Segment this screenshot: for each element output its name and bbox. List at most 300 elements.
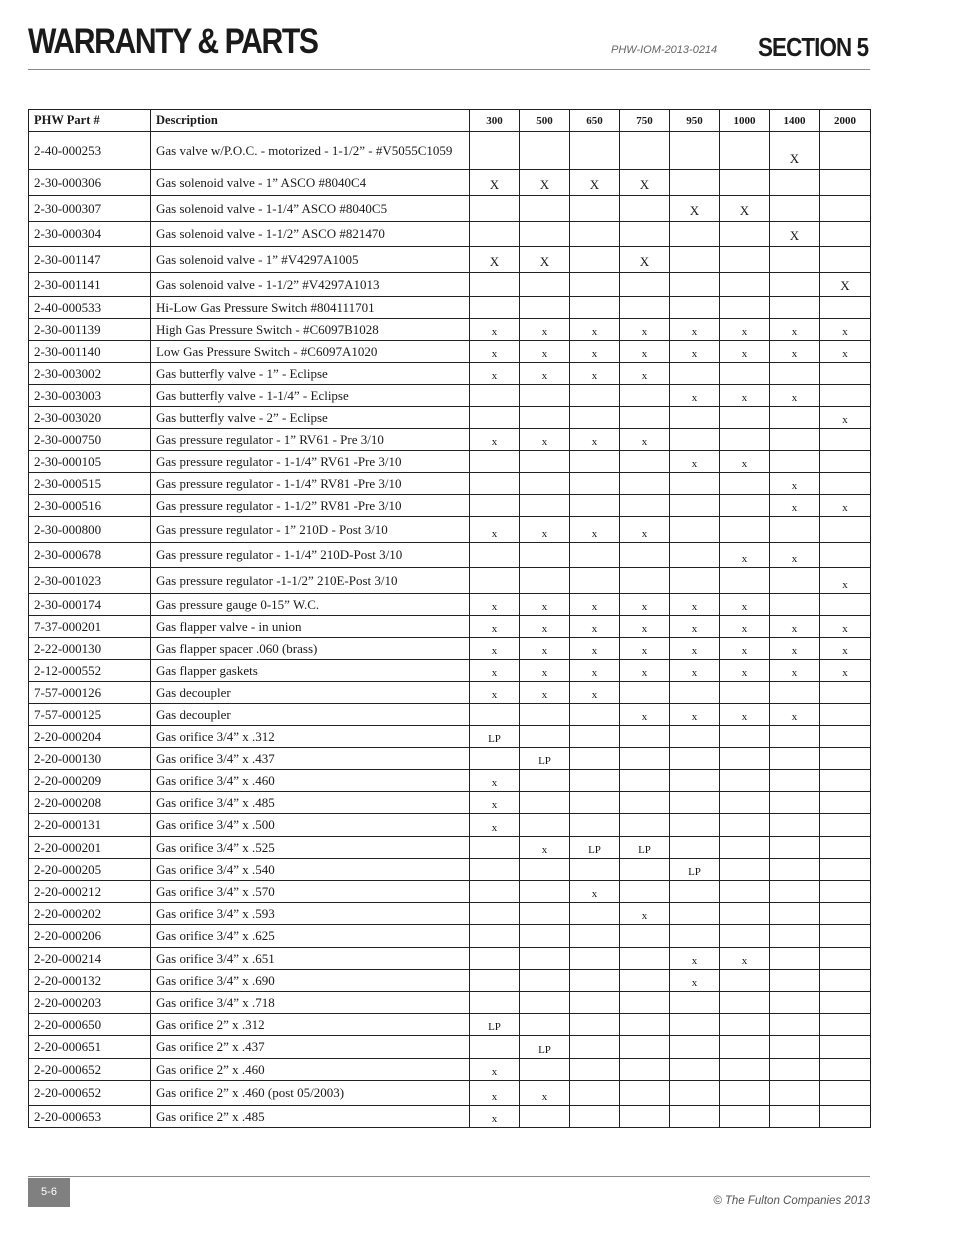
description-cell: Gas orifice 3/4” x .312 bbox=[151, 726, 470, 748]
description-cell: Gas orifice 2” x .312 bbox=[151, 1014, 470, 1036]
part-number-cell: 2-20-000652 bbox=[29, 1059, 151, 1081]
table-row bbox=[29, 170, 871, 196]
model-mark-cell: X bbox=[570, 170, 620, 196]
part-number-cell: 2-30-000515 bbox=[29, 473, 151, 495]
model-mark-cell bbox=[620, 859, 670, 881]
table-row bbox=[29, 682, 871, 704]
model-mark-cell bbox=[720, 273, 770, 297]
model-mark-cell bbox=[620, 925, 670, 948]
page-title: WARRANTY & PARTS bbox=[28, 22, 318, 61]
model-mark-cell bbox=[570, 495, 620, 517]
model-mark-cell bbox=[820, 363, 871, 385]
table-row bbox=[29, 726, 871, 748]
model-mark-cell: x bbox=[520, 682, 570, 704]
table-row bbox=[29, 247, 871, 273]
description-cell: Gas pressure regulator - 1-1/4” RV81 -Pre 3/10 bbox=[151, 473, 470, 495]
model-mark-cell: x bbox=[470, 429, 520, 451]
model-mark-cell bbox=[720, 247, 770, 273]
table-row bbox=[29, 704, 871, 726]
model-mark-cell bbox=[520, 1014, 570, 1036]
description-cell: Gas decoupler bbox=[151, 682, 470, 704]
section-label: SECTION 5 bbox=[757, 32, 868, 62]
model-mark-cell bbox=[820, 170, 871, 196]
model-mark-cell bbox=[520, 1106, 570, 1128]
part-number-cell: 2-20-000202 bbox=[29, 903, 151, 925]
model-mark-cell bbox=[520, 881, 570, 903]
table-row bbox=[29, 473, 871, 495]
model-mark-cell bbox=[470, 948, 520, 970]
model-mark-cell bbox=[670, 543, 720, 568]
model-mark-cell bbox=[720, 925, 770, 948]
model-mark-cell bbox=[820, 881, 871, 903]
model-mark-cell bbox=[720, 1081, 770, 1106]
model-mark-cell bbox=[470, 903, 520, 925]
model-mark-cell: x bbox=[820, 638, 871, 660]
model-mark-cell: X bbox=[620, 247, 670, 273]
model-mark-cell bbox=[520, 297, 570, 319]
model-mark-cell: x bbox=[620, 638, 670, 660]
model-mark-cell bbox=[720, 992, 770, 1014]
model-mark-cell: x bbox=[520, 429, 570, 451]
model-mark-cell: x bbox=[670, 319, 720, 341]
model-mark-cell bbox=[820, 594, 871, 616]
model-mark-cell bbox=[570, 407, 620, 429]
model-mark-cell bbox=[570, 948, 620, 970]
model-mark-cell: x bbox=[670, 948, 720, 970]
description-cell: Hi-Low Gas Pressure Switch #804111701 bbox=[151, 297, 470, 319]
model-mark-cell: x bbox=[720, 616, 770, 638]
column-header-model: 950 bbox=[670, 110, 720, 132]
table-row bbox=[29, 132, 871, 170]
model-mark-cell: x bbox=[720, 319, 770, 341]
table-row bbox=[29, 341, 871, 363]
table-row bbox=[29, 385, 871, 407]
part-number-cell: 2-30-000307 bbox=[29, 196, 151, 222]
model-mark-cell: x bbox=[720, 704, 770, 726]
model-mark-cell: x bbox=[770, 543, 820, 568]
model-mark-cell bbox=[670, 1106, 720, 1128]
model-mark-cell bbox=[670, 992, 720, 1014]
model-mark-cell bbox=[770, 273, 820, 297]
model-mark-cell bbox=[770, 196, 820, 222]
model-mark-cell bbox=[720, 517, 770, 543]
column-header-model: 1400 bbox=[770, 110, 820, 132]
model-mark-cell bbox=[620, 1059, 670, 1081]
model-mark-cell: x bbox=[720, 660, 770, 682]
model-mark-cell: LP bbox=[670, 859, 720, 881]
model-mark-cell bbox=[520, 273, 570, 297]
table-row bbox=[29, 814, 871, 837]
table-row bbox=[29, 948, 871, 970]
part-number-cell: 2-20-000131 bbox=[29, 814, 151, 837]
model-mark-cell bbox=[820, 132, 871, 170]
model-mark-cell: X bbox=[670, 196, 720, 222]
model-mark-cell bbox=[570, 132, 620, 170]
model-mark-cell: X bbox=[720, 196, 770, 222]
part-number-cell: 2-30-001023 bbox=[29, 568, 151, 594]
model-mark-cell bbox=[770, 837, 820, 859]
column-header-model: 300 bbox=[470, 110, 520, 132]
model-mark-cell: x bbox=[820, 660, 871, 682]
model-mark-cell bbox=[570, 543, 620, 568]
model-mark-cell bbox=[620, 222, 670, 247]
column-header-part: PHW Part # bbox=[29, 110, 151, 132]
part-number-cell: 2-40-000533 bbox=[29, 297, 151, 319]
model-mark-cell bbox=[520, 196, 570, 222]
model-mark-cell: x bbox=[620, 517, 670, 543]
description-cell: Gas solenoid valve - 1-1/2” ASCO #821470 bbox=[151, 222, 470, 247]
part-number-cell: 2-20-000132 bbox=[29, 970, 151, 992]
model-mark-cell bbox=[820, 297, 871, 319]
model-mark-cell: x bbox=[670, 385, 720, 407]
model-mark-cell: x bbox=[720, 594, 770, 616]
model-mark-cell bbox=[720, 970, 770, 992]
model-mark-cell bbox=[570, 1014, 620, 1036]
model-mark-cell: x bbox=[770, 495, 820, 517]
model-mark-cell: x bbox=[820, 319, 871, 341]
model-mark-cell bbox=[520, 992, 570, 1014]
description-cell: Gas orifice 3/4” x .525 bbox=[151, 837, 470, 859]
model-mark-cell: LP bbox=[620, 837, 670, 859]
model-mark-cell: x bbox=[520, 660, 570, 682]
model-mark-cell bbox=[720, 407, 770, 429]
model-mark-cell bbox=[620, 881, 670, 903]
model-mark-cell bbox=[520, 770, 570, 792]
model-mark-cell bbox=[720, 1059, 770, 1081]
model-mark-cell bbox=[470, 297, 520, 319]
part-number-cell: 2-20-000650 bbox=[29, 1014, 151, 1036]
model-mark-cell: X bbox=[820, 273, 871, 297]
description-cell: Gas flapper spacer .060 (brass) bbox=[151, 638, 470, 660]
part-number-cell: 2-30-000105 bbox=[29, 451, 151, 473]
model-mark-cell bbox=[820, 473, 871, 495]
description-cell: High Gas Pressure Switch - #C6097B1028 bbox=[151, 319, 470, 341]
model-mark-cell bbox=[620, 970, 670, 992]
model-mark-cell bbox=[670, 748, 720, 770]
model-mark-cell: x bbox=[570, 319, 620, 341]
parts-table bbox=[28, 109, 871, 1128]
column-header-model: 1000 bbox=[720, 110, 770, 132]
model-mark-cell bbox=[720, 473, 770, 495]
model-mark-cell bbox=[770, 748, 820, 770]
model-mark-cell bbox=[770, 859, 820, 881]
model-mark-cell bbox=[620, 273, 670, 297]
model-mark-cell bbox=[620, 543, 670, 568]
model-mark-cell bbox=[570, 903, 620, 925]
model-mark-cell: x bbox=[720, 385, 770, 407]
model-mark-cell bbox=[720, 814, 770, 837]
model-mark-cell bbox=[670, 1059, 720, 1081]
model-mark-cell bbox=[770, 1106, 820, 1128]
description-cell: Gas orifice 2” x .485 bbox=[151, 1106, 470, 1128]
model-mark-cell bbox=[670, 132, 720, 170]
page-number: 5-6 bbox=[28, 1178, 70, 1207]
table-row bbox=[29, 319, 871, 341]
model-mark-cell bbox=[670, 881, 720, 903]
model-mark-cell bbox=[720, 568, 770, 594]
model-mark-cell: x bbox=[720, 341, 770, 363]
model-mark-cell bbox=[620, 682, 670, 704]
table-row bbox=[29, 594, 871, 616]
model-mark-cell bbox=[570, 451, 620, 473]
model-mark-cell bbox=[670, 1081, 720, 1106]
part-number-cell: 2-20-000212 bbox=[29, 881, 151, 903]
model-mark-cell: x bbox=[770, 660, 820, 682]
model-mark-cell: X bbox=[770, 132, 820, 170]
model-mark-cell bbox=[770, 429, 820, 451]
model-mark-cell bbox=[620, 1014, 670, 1036]
model-mark-cell bbox=[820, 770, 871, 792]
model-mark-cell: x bbox=[620, 704, 670, 726]
table-row bbox=[29, 616, 871, 638]
header-divider bbox=[28, 69, 870, 70]
model-mark-cell bbox=[520, 704, 570, 726]
description-cell: Gas orifice 3/4” x .500 bbox=[151, 814, 470, 837]
model-mark-cell bbox=[470, 543, 520, 568]
model-mark-cell bbox=[470, 451, 520, 473]
model-mark-cell: X bbox=[520, 170, 570, 196]
model-mark-cell bbox=[820, 1106, 871, 1128]
model-mark-cell bbox=[470, 568, 520, 594]
model-mark-cell: x bbox=[670, 638, 720, 660]
model-mark-cell bbox=[770, 726, 820, 748]
model-mark-cell bbox=[670, 682, 720, 704]
model-mark-cell bbox=[520, 903, 570, 925]
model-mark-cell bbox=[570, 792, 620, 814]
part-number-cell: 2-20-000201 bbox=[29, 837, 151, 859]
model-mark-cell: x bbox=[520, 638, 570, 660]
part-number-cell: 7-37-000201 bbox=[29, 616, 151, 638]
model-mark-cell: x bbox=[470, 660, 520, 682]
model-mark-cell: x bbox=[470, 1081, 520, 1106]
table-row bbox=[29, 837, 871, 859]
model-mark-cell: x bbox=[620, 319, 670, 341]
model-mark-cell bbox=[720, 132, 770, 170]
model-mark-cell bbox=[770, 247, 820, 273]
model-mark-cell bbox=[570, 196, 620, 222]
model-mark-cell bbox=[570, 992, 620, 1014]
model-mark-cell bbox=[820, 992, 871, 1014]
model-mark-cell bbox=[670, 568, 720, 594]
column-header-model: 500 bbox=[520, 110, 570, 132]
model-mark-cell: x bbox=[620, 616, 670, 638]
model-mark-cell bbox=[520, 814, 570, 837]
model-mark-cell: x bbox=[620, 363, 670, 385]
part-number-cell: 2-22-000130 bbox=[29, 638, 151, 660]
model-mark-cell bbox=[720, 429, 770, 451]
model-mark-cell bbox=[720, 222, 770, 247]
description-cell: Gas solenoid valve - 1” ASCO #8040C4 bbox=[151, 170, 470, 196]
model-mark-cell bbox=[720, 881, 770, 903]
part-number-cell: 2-20-000652 bbox=[29, 1081, 151, 1106]
model-mark-cell bbox=[620, 495, 670, 517]
part-number-cell: 2-30-000306 bbox=[29, 170, 151, 196]
model-mark-cell: x bbox=[470, 638, 520, 660]
description-cell: Gas pressure gauge 0-15” W.C. bbox=[151, 594, 470, 616]
model-mark-cell bbox=[820, 247, 871, 273]
model-mark-cell bbox=[820, 196, 871, 222]
model-mark-cell bbox=[820, 726, 871, 748]
table-row bbox=[29, 859, 871, 881]
description-cell: Gas orifice 3/4” x .570 bbox=[151, 881, 470, 903]
model-mark-cell: x bbox=[470, 682, 520, 704]
model-mark-cell: x bbox=[620, 594, 670, 616]
model-mark-cell bbox=[570, 704, 620, 726]
table-row bbox=[29, 407, 871, 429]
model-mark-cell bbox=[670, 770, 720, 792]
model-mark-cell: LP bbox=[570, 837, 620, 859]
model-mark-cell bbox=[470, 222, 520, 247]
model-mark-cell bbox=[670, 837, 720, 859]
model-mark-cell bbox=[770, 881, 820, 903]
model-mark-cell bbox=[520, 792, 570, 814]
model-mark-cell: x bbox=[570, 660, 620, 682]
description-cell: Gas pressure regulator - 1” RV61 - Pre 3/10 bbox=[151, 429, 470, 451]
model-mark-cell bbox=[620, 451, 670, 473]
part-number-cell: 2-12-000552 bbox=[29, 660, 151, 682]
model-mark-cell bbox=[620, 385, 670, 407]
document-id: PHW-IOM-2013-0214 bbox=[611, 44, 718, 56]
model-mark-cell bbox=[770, 970, 820, 992]
model-mark-cell bbox=[820, 970, 871, 992]
model-mark-cell: x bbox=[720, 543, 770, 568]
description-cell: Gas decoupler bbox=[151, 704, 470, 726]
table-row bbox=[29, 903, 871, 925]
model-mark-cell: x bbox=[670, 341, 720, 363]
model-mark-cell: x bbox=[670, 616, 720, 638]
model-mark-cell bbox=[720, 170, 770, 196]
model-mark-cell bbox=[620, 948, 670, 970]
part-number-cell: 2-20-000653 bbox=[29, 1106, 151, 1128]
model-mark-cell bbox=[770, 568, 820, 594]
table-row bbox=[29, 748, 871, 770]
model-mark-cell bbox=[720, 837, 770, 859]
table-row bbox=[29, 517, 871, 543]
model-mark-cell bbox=[470, 704, 520, 726]
model-mark-cell bbox=[770, 517, 820, 543]
model-mark-cell bbox=[820, 903, 871, 925]
model-mark-cell bbox=[470, 385, 520, 407]
column-header-description: Description bbox=[151, 110, 470, 132]
model-mark-cell bbox=[620, 473, 670, 495]
model-mark-cell bbox=[770, 594, 820, 616]
table-row bbox=[29, 196, 871, 222]
description-cell: Gas pressure regulator - 1-1/4” 210D-Post 3/10 bbox=[151, 543, 470, 568]
model-mark-cell: x bbox=[770, 638, 820, 660]
model-mark-cell: x bbox=[720, 948, 770, 970]
model-mark-cell: x bbox=[570, 881, 620, 903]
model-mark-cell: x bbox=[670, 451, 720, 473]
table-row bbox=[29, 770, 871, 792]
model-mark-cell: x bbox=[770, 616, 820, 638]
table-row bbox=[29, 222, 871, 247]
part-number-cell: 2-20-000204 bbox=[29, 726, 151, 748]
model-mark-cell bbox=[770, 770, 820, 792]
model-mark-cell bbox=[570, 1081, 620, 1106]
model-mark-cell: x bbox=[570, 638, 620, 660]
part-number-cell: 2-20-000206 bbox=[29, 925, 151, 948]
model-mark-cell bbox=[620, 748, 670, 770]
model-mark-cell: x bbox=[520, 594, 570, 616]
description-cell: Gas flapper valve - in union bbox=[151, 616, 470, 638]
table-row bbox=[29, 1014, 871, 1036]
model-mark-cell bbox=[820, 859, 871, 881]
model-mark-cell bbox=[670, 517, 720, 543]
model-mark-cell: X bbox=[470, 247, 520, 273]
model-mark-cell bbox=[820, 1014, 871, 1036]
model-mark-cell bbox=[570, 859, 620, 881]
model-mark-cell: LP bbox=[520, 1036, 570, 1059]
model-mark-cell bbox=[620, 1106, 670, 1128]
model-mark-cell: X bbox=[520, 247, 570, 273]
model-mark-cell bbox=[570, 1059, 620, 1081]
model-mark-cell bbox=[670, 903, 720, 925]
model-mark-cell bbox=[520, 543, 570, 568]
model-mark-cell bbox=[470, 881, 520, 903]
model-mark-cell bbox=[620, 568, 670, 594]
model-mark-cell bbox=[820, 704, 871, 726]
model-mark-cell bbox=[520, 1059, 570, 1081]
part-number-cell: 2-30-000516 bbox=[29, 495, 151, 517]
part-number-cell: 2-30-001147 bbox=[29, 247, 151, 273]
model-mark-cell bbox=[820, 792, 871, 814]
description-cell: Gas pressure regulator - 1-1/4” RV61 -Pre 3/10 bbox=[151, 451, 470, 473]
model-mark-cell: x bbox=[520, 319, 570, 341]
model-mark-cell bbox=[620, 1036, 670, 1059]
model-mark-cell bbox=[820, 682, 871, 704]
description-cell: Gas flapper gaskets bbox=[151, 660, 470, 682]
model-mark-cell: x bbox=[820, 616, 871, 638]
model-mark-cell bbox=[570, 770, 620, 792]
part-number-cell: 2-20-000209 bbox=[29, 770, 151, 792]
model-mark-cell: x bbox=[470, 1059, 520, 1081]
model-mark-cell: LP bbox=[470, 726, 520, 748]
model-mark-cell: X bbox=[470, 170, 520, 196]
model-mark-cell: x bbox=[570, 363, 620, 385]
model-mark-cell bbox=[670, 407, 720, 429]
description-cell: Gas orifice 3/4” x .460 bbox=[151, 770, 470, 792]
model-mark-cell bbox=[820, 948, 871, 970]
model-mark-cell bbox=[620, 814, 670, 837]
model-mark-cell bbox=[570, 925, 620, 948]
model-mark-cell: LP bbox=[520, 748, 570, 770]
description-cell: Gas valve w/P.O.C. - motorized - 1-1/2” - #V5055C1059 bbox=[151, 132, 470, 170]
model-mark-cell: x bbox=[820, 495, 871, 517]
part-number-cell: 2-30-000678 bbox=[29, 543, 151, 568]
model-mark-cell: x bbox=[570, 341, 620, 363]
model-mark-cell bbox=[820, 1059, 871, 1081]
model-mark-cell: x bbox=[770, 473, 820, 495]
table-row bbox=[29, 792, 871, 814]
model-mark-cell bbox=[770, 682, 820, 704]
description-cell: Gas orifice 2” x .460 bbox=[151, 1059, 470, 1081]
model-mark-cell bbox=[570, 222, 620, 247]
model-mark-cell bbox=[520, 568, 570, 594]
model-mark-cell bbox=[720, 770, 770, 792]
part-number-cell: 2-20-000203 bbox=[29, 992, 151, 1014]
model-mark-cell bbox=[720, 903, 770, 925]
model-mark-cell: x bbox=[520, 363, 570, 385]
model-mark-cell: x bbox=[670, 970, 720, 992]
description-cell: Gas orifice 3/4” x .718 bbox=[151, 992, 470, 1014]
description-cell: Gas orifice 3/4” x .651 bbox=[151, 948, 470, 970]
model-mark-cell: x bbox=[720, 638, 770, 660]
model-mark-cell bbox=[520, 970, 570, 992]
model-mark-cell: x bbox=[670, 594, 720, 616]
model-mark-cell bbox=[770, 814, 820, 837]
model-mark-cell: x bbox=[470, 616, 520, 638]
footer-divider bbox=[28, 1176, 870, 1177]
